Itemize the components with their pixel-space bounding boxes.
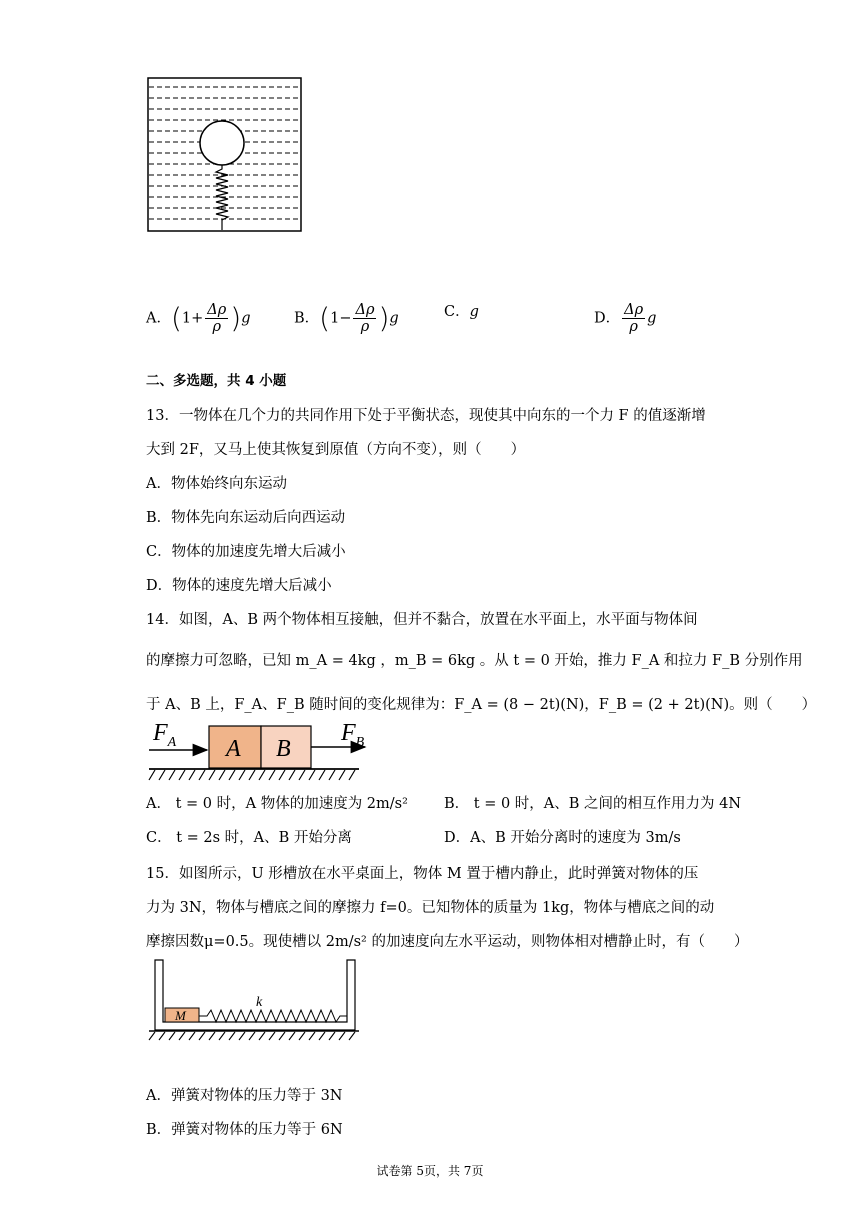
q12-option-d[interactable]: D． $\frac{\Delta\rho}{\rho}$ g — [594, 302, 657, 335]
q14-stem-line1: 14．如图，A、B 两个物体相互接触，但并不黏合，放置在水平面上，水平面与物体间 — [146, 612, 698, 628]
block-a-label: A — [226, 736, 241, 762]
q13-stem-line1: 13．一物体在几个力的共同作用下处于平衡状态，现使其中向东的一个力 F 的值逐渐增 — [146, 408, 706, 424]
spring-k-label: k — [256, 995, 263, 1010]
block-m-label: M — [175, 1008, 186, 1023]
page-footer: 试卷第 5页，共 7页 — [376, 1164, 484, 1178]
q13-stem-line2: 大到 2F，又马上使其恢复到原值（方向不变），则（ ） — [146, 442, 526, 458]
q12-option-a[interactable]: A．(1+ $\frac{\Delta\rho}{\rho}$ )g — [146, 301, 251, 335]
q13-option-b[interactable]: B．物体先向东运动后向西运动 — [146, 510, 346, 526]
q15-stem-line1: 15．如图所示，U 形槽放在水平桌面上，物体 M 置于槽内静止，此时弹簧对物体的压 — [146, 866, 699, 882]
q14-option-a[interactable]: A． t = 0 时，A 物体的加速度为 2m/s² — [146, 796, 408, 812]
section-heading: 二、多选题，共 4 小题 — [146, 373, 287, 389]
q15-option-b[interactable]: B．弹簧对物体的压力等于 6N — [146, 1122, 343, 1138]
q13-option-d[interactable]: D．物体的速度先增大后减小 — [146, 578, 332, 594]
q12-option-c[interactable]: C．g — [444, 304, 479, 320]
spring — [199, 1010, 347, 1022]
ball — [200, 121, 244, 165]
force-fb-label: $F_B$ — [341, 720, 365, 750]
q12-option-b[interactable]: B．(1− $\frac{\Delta\rho}{\rho}$ )g — [294, 301, 399, 335]
q14-option-c[interactable]: C． t = 2s 时，A、B 开始分离 — [146, 830, 352, 846]
q14-option-b[interactable]: B． t = 0 时，A、B 之间的相互作用力为 4N — [444, 796, 742, 812]
block-b-label: B — [276, 736, 291, 762]
tank-ball-spring-figure — [145, 75, 305, 235]
q14-blocks-figure — [145, 718, 370, 786]
q15-stem-line3: 摩擦因数μ=0.5。现使槽以 2m/s² 的加速度向左水平运动，则物体相对槽静止时，有（ ） — [146, 934, 749, 950]
q14-option-d[interactable]: D．A、B 开始分离时的速度为 3m/s — [444, 830, 681, 846]
q14-stem-line2: 的摩擦力可忽略，已知 m_A = 4kg ，m_B = 6kg 。从 t = 0 开始，推力 F_A 和拉力 F_B 分别作用 — [146, 653, 803, 669]
force-fa-label: $F_A$ — [153, 720, 177, 750]
q15-stem-line2: 力为 3N，物体与槽底之间的摩擦力 f=0。已知物体的质量为 1kg，物体与槽底之间的动 — [146, 900, 715, 916]
q15-option-a[interactable]: A．弹簧对物体的压力等于 3N — [146, 1088, 343, 1104]
q15-u-trough-figure — [145, 956, 365, 1044]
q13-option-c[interactable]: C．物体的加速度先增大后减小 — [146, 544, 346, 560]
q14-stem-line3: 于 A、B 上，F_A、F_B 随时间的变化规律为：F_A = (8 − 2t)(N)，F_B = (2 + 2t)(N)。则（ ） — [146, 697, 817, 713]
q13-option-a[interactable]: A．物体始终向东运动 — [146, 476, 287, 492]
